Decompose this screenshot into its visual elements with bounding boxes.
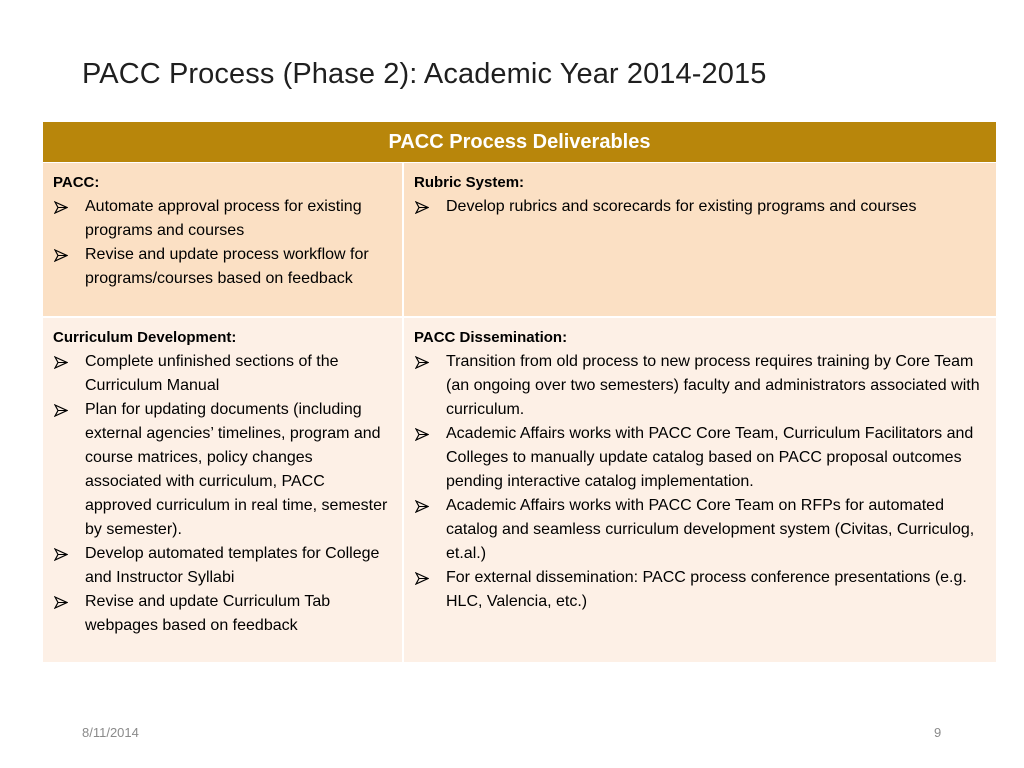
deliverables-table [43,122,996,662]
slide-title: PACC Process (Phase 2): Academic Year 2014-2015 [82,58,767,90]
list-item [53,542,392,590]
page-number: 9 [934,725,942,740]
arrow-bullet-icon [54,596,68,609]
arrow-bullet-icon [54,404,68,417]
list-item-text: Academic Affairs works with PACC Core Team on RFPs for automated catalog and seamless curriculum development system (Civitas, Curriculog, et.al.) [446,497,975,562]
list-item-text: Develop automated templates for College and Instructor Syllabi [85,545,380,586]
cell-heading: Curriculum Development: [53,329,237,346]
arrow-bullet-icon [415,428,429,441]
arrow-bullet-icon [54,548,68,561]
bullet-list [414,195,986,219]
list-item-text: Revise and update Curriculum Tab webpages based on feedback [85,593,331,634]
arrow-bullet-icon [415,572,429,585]
list-item-text: Automate approval process for existing programs and courses [85,198,362,239]
list-item [53,195,392,243]
list-item-text: Transition from old process to new process requires training by Core Team (an ongoing over two semesters) faculty and administrators associated with curriculum. [446,353,980,418]
arrow-bullet-icon [415,201,429,214]
list-item-text: Revise and update process workflow for programs/courses based on feedback [85,246,369,287]
table-header: PACC Process Deliverables [43,122,996,163]
list-item [414,494,986,566]
bullet-list [53,350,392,638]
list-item [414,195,986,219]
arrow-bullet-icon [54,356,68,369]
bullet-list [414,350,986,614]
list-item-text: For external dissemination: PACC process conference presentations (e.g. HLC, Valencia, etc.) [446,569,967,610]
cell-curriculum-development [43,318,404,662]
bullet-list [53,195,392,291]
cell-pacc [43,163,404,316]
list-item [53,243,392,291]
cell-heading: PACC: [53,174,100,191]
list-item [53,350,392,398]
list-item-text: Academic Affairs works with PACC Core Team, Curriculum Facilitators and Colleges to manually update catalog based on PACC proposal outcomes pending interactive catalog implementation. [446,425,974,490]
arrow-bullet-icon [415,500,429,513]
cell-pacc-dissemination [404,318,996,662]
list-item-text: Plan for updating documents (including external agencies’ timelines, program and course matrices, policy changes associated with curriculum, PACC approved curriculum in real time, semester by semester). [85,401,388,538]
arrow-bullet-icon [54,201,68,214]
list-item-text: Develop rubrics and scorecards for existing programs and courses [446,198,917,215]
cell-rubric-system [404,163,996,316]
list-item [53,398,392,542]
list-item [414,422,986,494]
list-item [414,566,986,614]
list-item [414,350,986,422]
arrow-bullet-icon [54,249,68,262]
list-item-text: Complete unfinished sections of the Curriculum Manual [85,353,339,394]
table-row [43,163,996,318]
cell-heading: PACC Dissemination: [414,329,568,346]
arrow-bullet-icon [415,356,429,369]
table-row [43,318,996,662]
footer-date: 8/11/2014 [82,725,139,740]
cell-heading: Rubric System: [414,174,525,191]
list-item [53,590,392,638]
